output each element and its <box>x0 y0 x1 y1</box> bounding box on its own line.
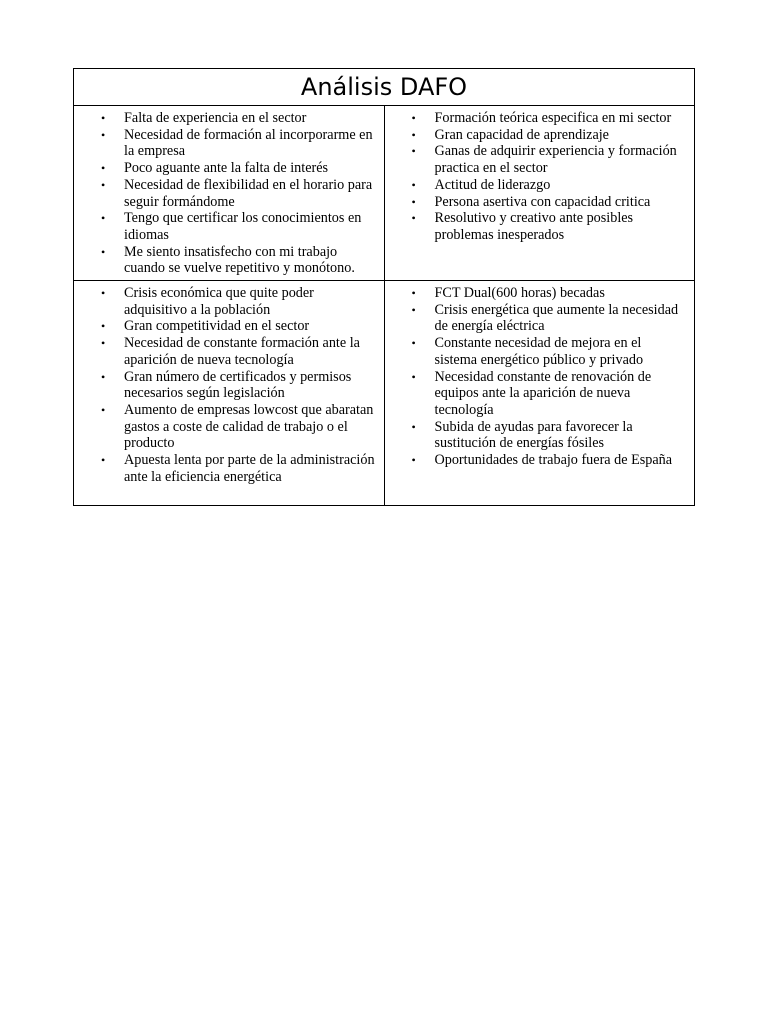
list-item <box>411 143 687 177</box>
list-item <box>101 176 376 210</box>
bullet-icon: • <box>101 161 106 176</box>
bullet-icon: • <box>101 286 106 300</box>
list-item-text: Persona asertiva con capacidad critica <box>434 193 651 210</box>
bullet-icon: • <box>101 244 106 259</box>
list-item-text: Falta de experiencia en el sector <box>124 110 307 126</box>
list-item <box>101 243 376 277</box>
list-item <box>101 126 376 160</box>
bottom-left-list <box>74 281 384 487</box>
list-item-text: Crisis energética que aumente la necesidad de energía eléctrica <box>434 301 679 335</box>
list-item <box>101 452 376 485</box>
list-item <box>411 452 687 469</box>
list-item-text: Oportunidades de trabajo fuera de España <box>434 452 673 469</box>
list-item-text: Poco aguante ante la falta de interés <box>124 160 329 177</box>
list-item-text: Gran capacidad de aprendizaje <box>434 126 609 143</box>
list-item <box>101 210 376 243</box>
bullet-icon: • <box>101 211 106 226</box>
bullet-icon: • <box>411 453 416 468</box>
list-item <box>101 401 376 452</box>
bullet-icon: • <box>411 111 416 125</box>
list-item <box>101 318 376 335</box>
list-item-text: Necesidad constante de renovación de equipos ante la aparición de nueva tecnología <box>434 368 652 418</box>
title-cell <box>74 69 695 106</box>
bottom-right-list <box>385 281 695 471</box>
list-item <box>411 110 687 127</box>
bullet-icon: • <box>101 177 106 192</box>
bullet-icon: • <box>411 144 416 159</box>
bullet-icon: • <box>411 211 416 226</box>
list-item <box>101 285 376 318</box>
bullet-icon: • <box>411 127 416 142</box>
bullet-icon: • <box>101 453 106 468</box>
list-item-text: Apuesta lenta por parte de la administración ante la eficiencia energética <box>124 452 375 485</box>
bottom-row <box>74 281 695 506</box>
list-item <box>411 285 687 302</box>
top-left-list <box>74 106 384 279</box>
list-item-text: Ganas de adquirir experiencia y formación practica en el sector <box>434 143 677 177</box>
bullet-icon: • <box>101 402 106 417</box>
top-row <box>74 106 695 281</box>
list-item-text: FCT Dual(600 horas) becadas <box>434 285 605 301</box>
bullet-icon: • <box>411 177 416 192</box>
quadrant-top-right <box>384 106 695 281</box>
quadrant-bottom-right <box>384 281 695 506</box>
list-item-text: Gran competitividad en el sector <box>124 318 310 335</box>
bullet-icon: • <box>411 194 416 209</box>
bullet-icon: • <box>101 127 106 142</box>
list-item <box>411 301 687 335</box>
bullet-icon: • <box>411 419 416 434</box>
bullet-icon: • <box>101 369 106 384</box>
bullet-icon: • <box>411 302 416 317</box>
bullet-icon: • <box>411 336 416 351</box>
page-title: Análisis DAFO <box>300 73 468 101</box>
top-right-list <box>385 106 695 246</box>
list-item-text: Aumento de empresas lowcost que abaratan gastos a coste de calidad de trabajo o el producto <box>124 401 374 452</box>
list-item-text: Gran número de certificados y permisos necesarios según legislación <box>124 368 352 402</box>
list-item <box>101 335 376 368</box>
list-item <box>411 210 687 243</box>
bullet-icon: • <box>411 369 416 384</box>
bullet-icon: • <box>101 319 106 334</box>
list-item <box>411 193 687 211</box>
quadrant-top-left <box>74 106 385 281</box>
list-item-text: Formación teórica especifica en mi sector <box>434 110 672 126</box>
list-item-text: Crisis económica que quite poder adquisitivo a la población <box>124 285 314 318</box>
list-item-text: Subida de ayudas para favorecer la sustitución de energías fósiles <box>434 418 633 452</box>
quadrant-bottom-left <box>74 281 385 506</box>
list-item-text: Constante necesidad de mejora en el sistema energético público y privado <box>434 335 644 368</box>
list-item <box>411 126 687 144</box>
list-item-text: Me siento insatisfecho con mi trabajo cuando se vuelve repetitivo y monótono. <box>124 243 355 277</box>
list-item <box>411 176 687 194</box>
bullet-icon: • <box>101 336 106 351</box>
list-item <box>101 368 376 402</box>
list-item <box>101 160 376 177</box>
list-item <box>411 335 687 368</box>
list-item-text: Tengo que certificar los conocimientos en idiomas <box>124 210 362 243</box>
list-item-text: Necesidad de flexibilidad en el horario para seguir formándome <box>124 176 373 210</box>
dafo-table <box>73 68 695 506</box>
title-row <box>74 69 695 106</box>
list-item <box>411 418 687 452</box>
list-item <box>411 368 687 419</box>
bullet-icon: • <box>411 286 416 300</box>
list-item-text: Necesidad de constante formación ante la aparición de nueva tecnología <box>124 335 360 368</box>
list-item <box>101 110 376 127</box>
bullet-icon: • <box>101 111 106 125</box>
list-item-text: Necesidad de formación al incorporarme en la empresa <box>124 126 373 160</box>
list-item-text: Actitud de liderazgo <box>434 176 551 193</box>
list-item-text: Resolutivo y creativo ante posibles problemas inesperados <box>434 210 634 243</box>
